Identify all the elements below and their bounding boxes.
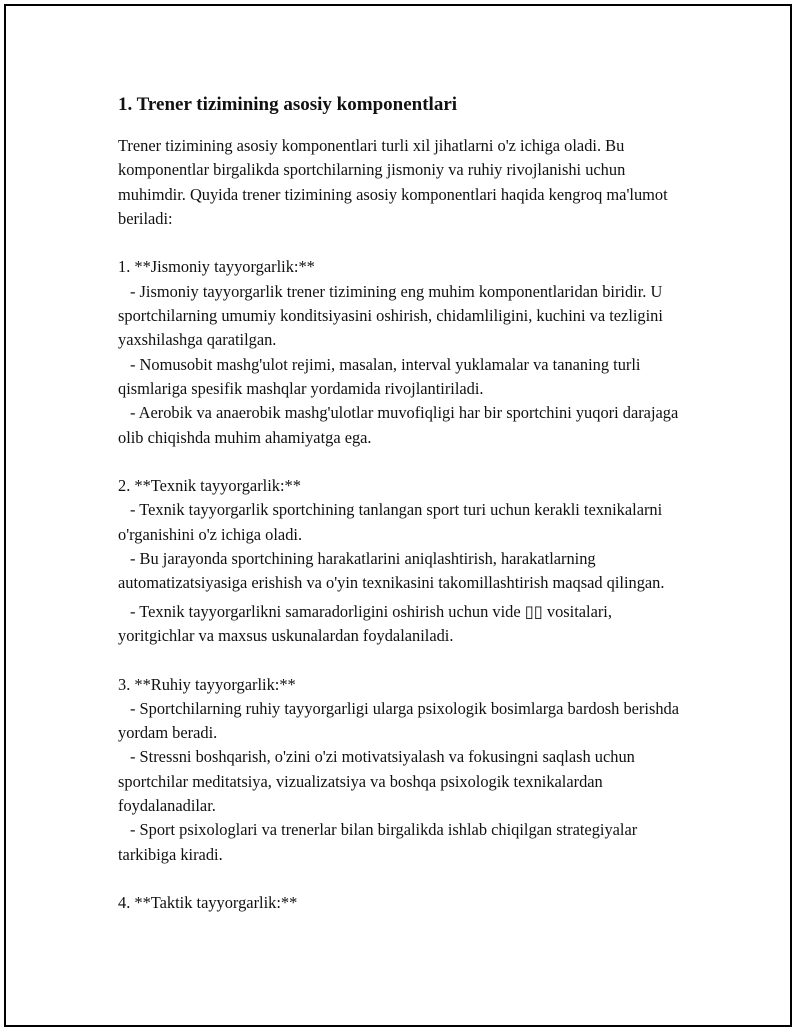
spacer bbox=[118, 867, 688, 891]
section-title: 1. **Jismoniy tayyorgarlik:** bbox=[118, 257, 315, 277]
section-point: - Sportchilarning ruhiy tayyorgarligi ularga psixologik bosimlarga bardosh berishda yordam beradi. bbox=[118, 698, 679, 743]
spacer bbox=[118, 648, 688, 672]
section-point: - Nomusobit mashg'ulot rejimi, masalan, interval yuklamalar va tananing turli qismlariga spesifik mashqlar yordamida rivojlantiriladi. bbox=[118, 354, 641, 398]
section-point: - Texnik tayyorgarlik sportchining tanlangan sport turi uchun kerakli texnikalarni o'rganishini o'z ichiga oladi. bbox=[118, 500, 663, 544]
document-title: 1. Trener tizimining asosiy komponentlari bbox=[118, 94, 458, 115]
section-point: - Jismoniy tayyorgarlik trener tizimining eng muhim komponentlaridan biridir. U sportchilarning umumiy konditsiyasini oshirish, chidamliligini, kuchini va tezligini yaxshilashga qaratilgan. bbox=[118, 281, 663, 350]
section-mental bbox=[118, 673, 688, 867]
section-point: - Texnik tayyorgarlikni samaradorligini oshirish uchun vide ▯▯ vositalari, yoritgichlar va maxsus uskunalardan foydalaniladi. bbox=[118, 601, 612, 645]
section-title: 2. **Texnik tayyorgarlik:** bbox=[118, 476, 301, 496]
section-point: - Stressni boshqarish, o'zini o'zi motivatsiyalash va fokusingni saqlash uchun sportchilar meditatsiya, vizualizatsiya va boshqa psixologik texnikalardan foydalanadilar. bbox=[118, 747, 635, 816]
section-tactical bbox=[118, 891, 688, 915]
intro-paragraph: Trener tizimining asosiy komponentlari turli xil jihatlarni o'z ichiga oladi. Bu komponentlar birgalikda sportchilarning jismoniy va ruhiy rivojlanishi uchun muhimdir. Quyida trener tizimining asosiy komponentlari haqida kengroq ma'lumot beriladi: bbox=[118, 136, 668, 228]
spacer bbox=[118, 231, 688, 255]
section-point: - Bu jarayonda sportchining harakatlarini aniqlashtirish, harakatlarning automatizatsiyasiga erishish va o'yin texnikasini takomillashtirish maqsad qilingan. bbox=[118, 549, 665, 593]
section-point: - Aerobik va anaerobik mashg'ulotlar muvofiqligi har bir sportchini yuqori darajaga olib chiqishda muhim ahamiyatga ega. bbox=[118, 403, 679, 447]
section-physical bbox=[118, 255, 688, 449]
spacer bbox=[118, 450, 688, 474]
section-title: 4. **Taktik tayyorgarlik:** bbox=[118, 893, 298, 913]
section-point: - Sport psixologlari va trenerlar bilan birgalikda ishlab chiqilgan strategiyalar tarkibiga kiradi. bbox=[118, 820, 638, 864]
section-title: 3. **Ruhiy tayyorgarlik:** bbox=[118, 674, 296, 694]
document-body bbox=[118, 92, 688, 916]
section-technical bbox=[118, 474, 688, 648]
